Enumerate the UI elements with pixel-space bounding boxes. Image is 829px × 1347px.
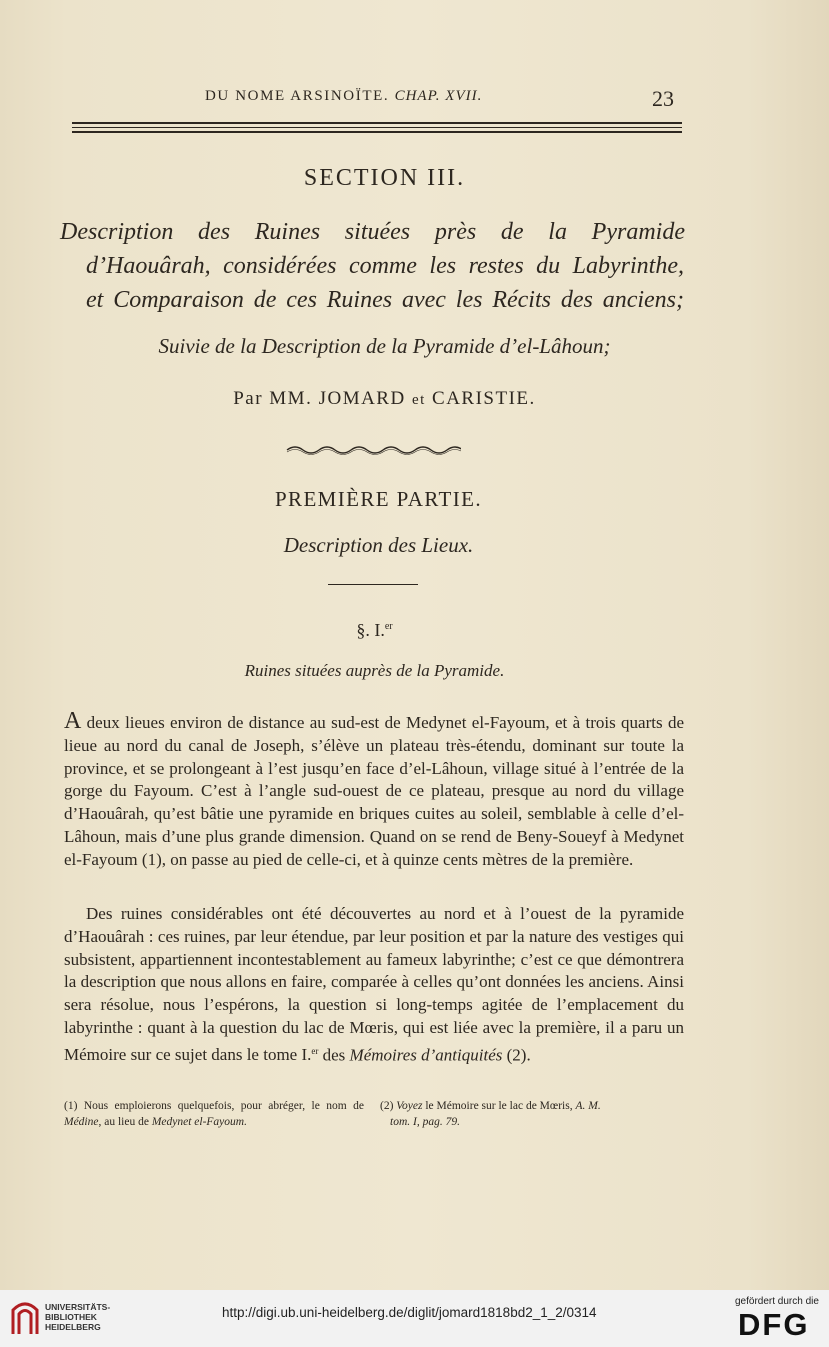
body-paragraph-2: [64, 903, 684, 1067]
author-caristie: CARISTIE.: [432, 388, 536, 409]
footnote-1-medynet: Medynet el-Fayoum.: [151, 1116, 247, 1128]
running-head: [205, 88, 482, 105]
page-number: 23: [652, 86, 674, 111]
paragraph-2-text: Des ruines considérables ont été découvertes au nord et à l’ouest de la pyramide d’Haouârah : ces ruines, par leur étendue, par leur position et par la nature des vestiges qui subsistent, appartiennent incontestablement au fameux labyrinthe; c’est ce que démontrera la description que nous allons en faire, comparée à celles qu’ont données les anciens. Ainsi sera résolue, nous l’espérons, la question si long-temps agitée de l’emplacement du labyrinthe : quant à la question du lac de Mœris, qui est liée avec la première, il a paru un Mémoire sur ce sujet dans le tome I.: [64, 904, 684, 1065]
footnote-2-am: A. M.: [575, 1100, 601, 1112]
funding-caption: gefördert durch die: [735, 1296, 819, 1307]
part-heading: PREMIÈRE PARTIE.: [274, 487, 483, 511]
authors-et: et: [411, 392, 426, 408]
initial-letter: A: [64, 708, 82, 734]
header-rule-bottom: [72, 131, 682, 133]
footnote-2-voyez: Voyez: [396, 1100, 423, 1112]
paragraph-2-italic: Mémoires d’antiquités: [349, 1045, 503, 1065]
running-head-chapter: CHAP. XVII.: [394, 88, 483, 104]
library-name-line-3: HEIDELBERG: [45, 1322, 101, 1332]
paragraph-2-sup: er: [311, 1045, 319, 1056]
dfg-logo[interactable]: DFG: [738, 1307, 810, 1342]
footnote-2-text-a: (2): [380, 1100, 397, 1112]
part-subtitle: Description des Lieux.: [283, 533, 474, 557]
footnote-2-tom: tom. I, pag. 79.: [390, 1116, 460, 1128]
paragraph-title: Ruines situées auprès de la Pyramide.: [244, 661, 505, 680]
logo-arch-inner: [19, 1311, 31, 1335]
running-head-title: DU NOME ARSINOÏTE.: [205, 88, 390, 104]
author-jomard: JOMARD: [318, 388, 406, 409]
footnote-1-text-b: , au lieu de: [98, 1116, 152, 1128]
footnote-1-medine: Médine: [64, 1116, 99, 1128]
paragraph-1-text: deux lieues environ de distance au sud-est de Medynet el-Fayoum, et à trois quarts de lieue au nord du canal de Joseph, s’élève un plateau très-étendu, dominant sur toute la province, et se prolongeant à l’est jusqu’en face d’el-Lâhoun, village situé à l’entrée de la gorge du Fayoum. C’est à l’angle sud-ouest de ce plateau, presque au nord du village d’Haouârah, qu’est bâtie une pyramide en briques cuites au soleil, semblable à celle d’el-Lâhoun, mais d’une plus grande dimension. Quand on se rend de Beny-Soueyf à Medynet el-Fayoum (1), on passe au pied de celle-ci, et à quinze cents mètres de la première.: [64, 713, 684, 869]
section-subtitle: Suivie de la Description de la Pyramide d’el-Lâhoun;: [158, 334, 611, 358]
footnote-2: [380, 1098, 684, 1130]
header-rule-middle: [72, 127, 682, 128]
authors-par: Par: [233, 388, 264, 409]
university-library-logo-icon[interactable]: [10, 1298, 40, 1338]
footnote-1-text-a: (1) Nous emploierons quelquefois, pour abréger, le nom de: [64, 1100, 364, 1112]
paragraph-number-sup: er: [384, 621, 393, 632]
section-heading: SECTION III.: [303, 165, 466, 191]
paragraph-sign: [0, 620, 789, 641]
body-paragraph-1: [64, 710, 684, 872]
header-rule-top: [72, 122, 682, 124]
viewer-footer: [0, 1290, 829, 1347]
short-divider: [328, 584, 418, 585]
permalink-url[interactable]: http://digi.ub.uni-heidelberg.de/diglit/jomard1818bd2_1_2/0314: [222, 1305, 597, 1320]
wave-path: [287, 447, 461, 453]
ornamental-wave-divider: [285, 440, 461, 458]
paragraph-2-des: des: [318, 1045, 350, 1065]
footnote-2-text-b: le Mémoire sur le lac de Mœris,: [422, 1100, 576, 1112]
authors-mm: MM.: [269, 388, 313, 409]
authors-line: [0, 388, 799, 410]
library-name-line-1: UNIVERSITÄTS-: [45, 1302, 111, 1312]
library-name[interactable]: [45, 1302, 110, 1332]
section-title-line-1: Description des Ruines situées près de la Pyramide: [60, 219, 685, 245]
paragraph-2-end: (2).: [502, 1045, 531, 1065]
footnote-1: [64, 1098, 364, 1130]
paragraph-number: §. I.: [356, 620, 385, 640]
logo-arch-outer: [13, 1304, 37, 1334]
library-name-line-2: BIBLIOTHEK: [45, 1312, 97, 1322]
section-title-line-2: d’Haouârah, considérées comme les restes du Labyrinthe,: [86, 253, 684, 279]
section-title-line-3: et Comparaison de ces Ruines avec les Récits des anciens;: [86, 287, 684, 313]
